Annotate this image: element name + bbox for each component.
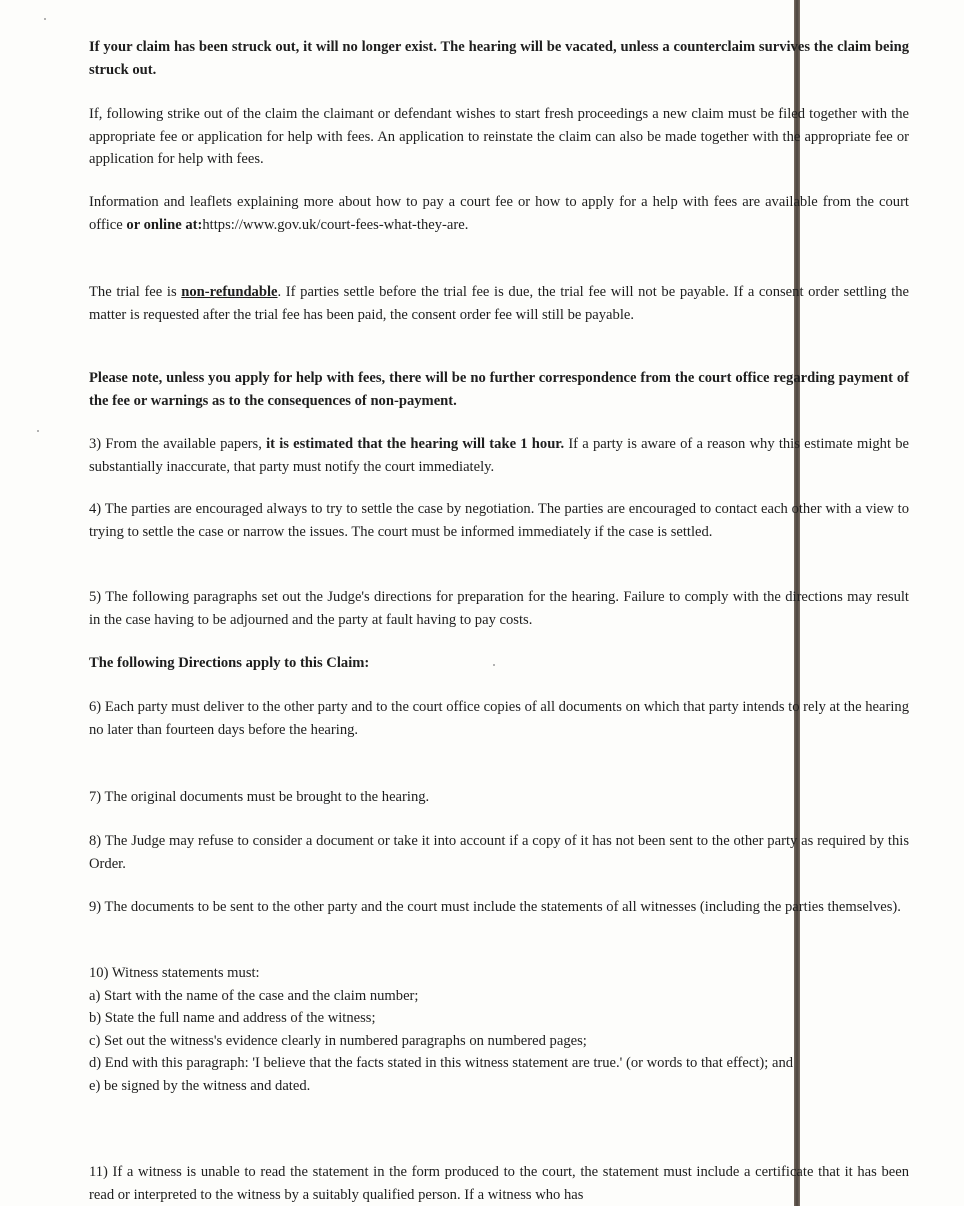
list-intro: 10) Witness statements must: xyxy=(89,965,260,981)
court-fees-info-paragraph: Information and leaflets explaining more about how to pay a court fee or how to apply for a help with fees are available from the court office or online at:https://www.gov.uk/court-fees-what-they-are. xyxy=(89,194,909,233)
scan-speck xyxy=(493,664,495,666)
list-item: e) be signed by the witness and dated. xyxy=(89,1077,311,1094)
direction-4-settlement: 4) The parties are encouraged always to try to settle the case by negotiation. The parties are encouraged to contact each other with a view to trying to settle the case or narrow the issues. The court must be informed immediately if the case is settled. xyxy=(89,501,909,540)
list-item: c) Set out the witness's evidence clearly in numbered paragraphs on numbered pages; xyxy=(89,1032,587,1049)
direction-9-witnesses: 9) The documents to be sent to the other party and the court must include the statements of all witnesses (including the parties themselves). xyxy=(89,899,901,915)
list-item: a) Start with the name of the case and the claim number; xyxy=(89,987,419,1004)
direction-5-preparation: 5) The following paragraphs set out the Judge's directions for preparation for the hearing. Failure to comply with the directions may result in the case having to be adjourned and the party at fault having to pay costs. xyxy=(89,589,909,628)
scan-speck xyxy=(37,430,39,432)
direction-7-originals: 7) The original documents must be brought to the hearing. xyxy=(89,789,430,805)
direction-3-hearing-estimate: 3) From the available papers, it is estimated that the hearing will take 1 hour. If a party is aware of a reason why this estimate might be substantially inaccurate, that party must notify the court immediately. xyxy=(89,436,910,475)
payment-warning-notice: Please note, unless you apply for help with fees, there will be no further correspondence from the court office regarding payment of the fee or warnings as to the consequences of non-payment. xyxy=(89,370,909,409)
direction-6-documents: 6) Each party must deliver to the other party and to the court office copies of all documents on which that party intends to rely at the hearing no later than fourteen days before the hearing. xyxy=(89,699,909,738)
list-item: d) End with this paragraph: 'I believe that the facts stated in this witness statement are true.' (or words to that effect); and xyxy=(89,1055,794,1071)
fresh-proceedings-paragraph: If, following strike out of the claim the claimant or defendant wishes to start fresh proceedings a new claim must be filed together with the appropriate fee or application for help with fees. An application to reinstate the claim can also be made together with the appropriate fee or application for help with fees. xyxy=(89,106,909,167)
direction-8-refusal: 8) The Judge may refuse to consider a document or take it into account if a copy of it has not been sent to the other party as required by this Order. xyxy=(89,833,909,872)
direction-11-interpretation: 11) If a witness is unable to read the statement in the form produced to the court, the statement must include a certificate that it has been read or interpreted to the witness by a suitably qualified person. If a witness who has xyxy=(89,1164,909,1203)
court-fees-link[interactable]: https://www.gov.uk/court-fees-what-they-are. xyxy=(202,216,469,233)
strike-out-notice: If your claim has been struck out, it will no longer exist. The hearing will be vacated, unless a counterclaim survives the claim being struck out. xyxy=(89,39,909,78)
list-item: b) State the full name and address of the witness; xyxy=(89,1010,376,1026)
directions-heading: The following Directions apply to this Claim: xyxy=(89,655,370,671)
direction-10-witness-statements xyxy=(89,962,909,1097)
scan-speck xyxy=(44,18,46,20)
trial-fee-paragraph: The trial fee is non-refundable. If parties settle before the trial fee is due, the trial fee will not be payable. If a consent order settling the matter is requested after the trial fee has been paid, the consent order fee will still be payable. xyxy=(89,284,909,323)
